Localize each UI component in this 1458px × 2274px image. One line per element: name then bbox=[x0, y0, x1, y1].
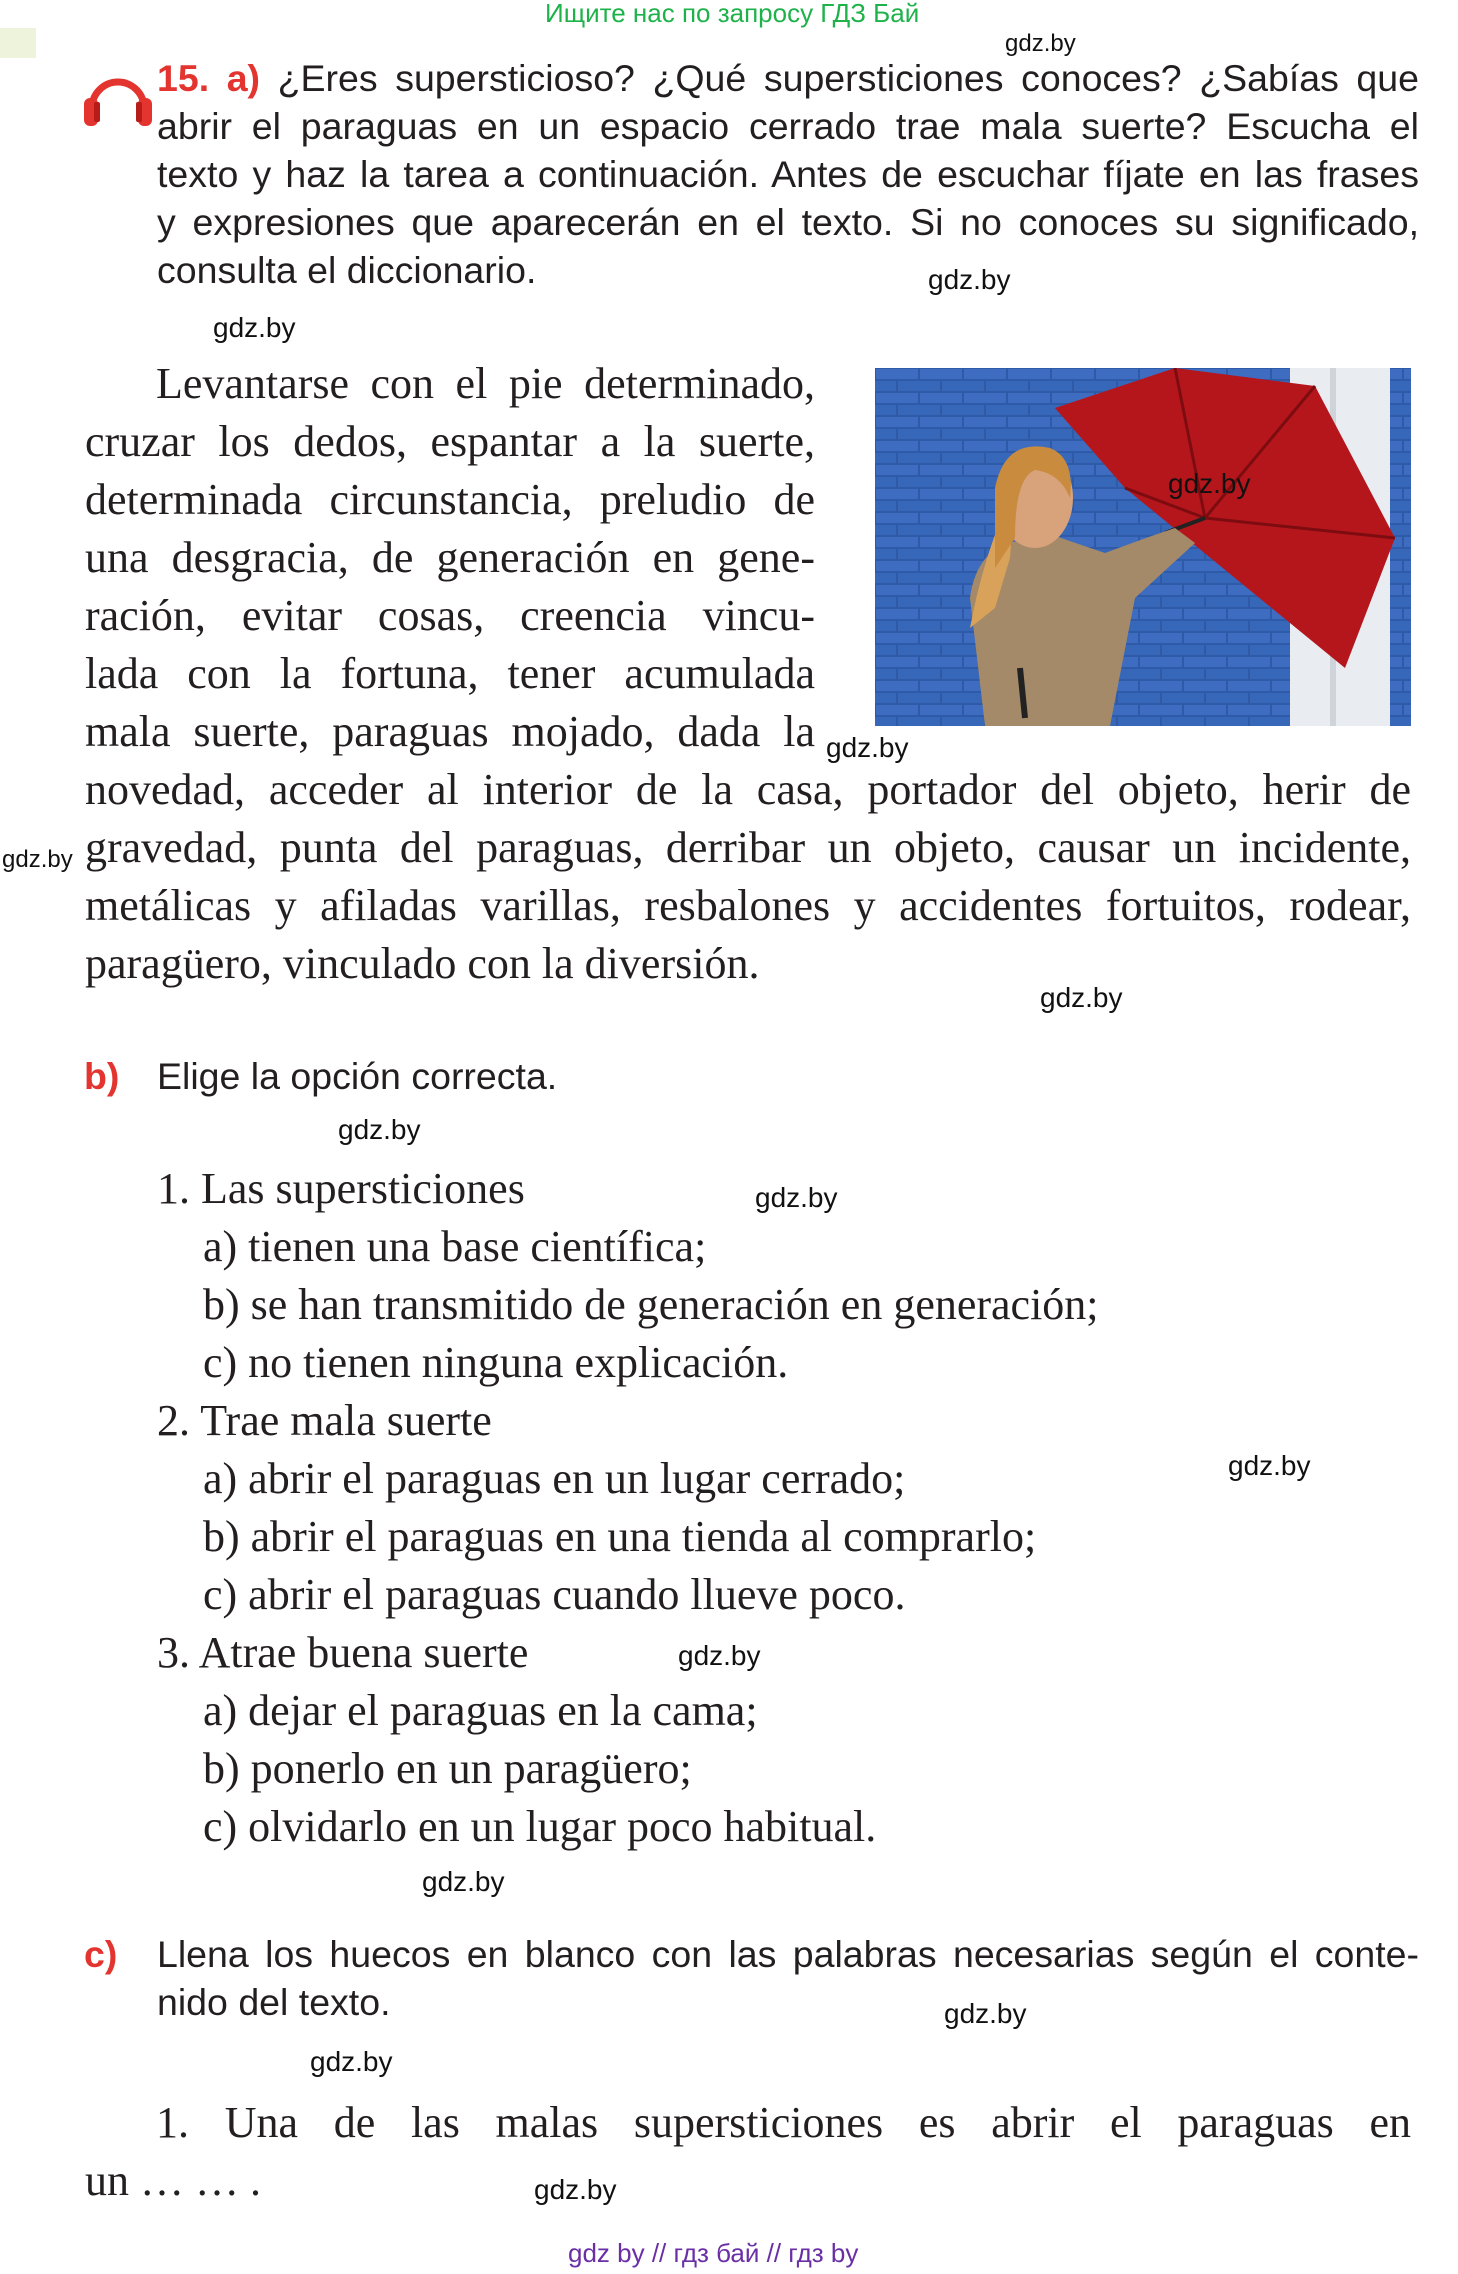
task-line: abrir el paraguas en un espacio cerrado trae mala suerte? Escucha el bbox=[157, 105, 1419, 147]
vocab-line: gravedad, punta del paraguas, derribar un objeto, causar un incidente, bbox=[85, 823, 1411, 872]
watermark: gdz.by bbox=[1040, 982, 1123, 1013]
vocab-line: paragüero, vinculado con la diversión. bbox=[85, 939, 760, 988]
vocab-line: una desgracia, de generación en gene- bbox=[85, 533, 815, 582]
watermark: gdz.by bbox=[2, 846, 73, 873]
vocab-line: Levantarse con el pie determinado, bbox=[156, 359, 815, 408]
watermark: gdz.by bbox=[422, 1866, 505, 1897]
task-line: 15. а) ¿Eres supersticioso? ¿Qué supersticiones conoces? ¿Sabías que bbox=[157, 57, 1419, 99]
question-list bbox=[157, 1160, 1099, 1856]
vocab-line: ración, evitar cosas, creencia vincu- bbox=[85, 591, 815, 640]
watermark: gdz.by bbox=[534, 2174, 617, 2205]
watermark: gdz.by bbox=[213, 312, 296, 343]
fill-item bbox=[85, 2094, 1411, 2210]
watermark: gdz.by bbox=[928, 264, 1011, 295]
part-c-instruction bbox=[157, 1930, 1419, 2026]
question-option[interactable]: c) olvidarlo en un lugar poco habitual. bbox=[203, 1802, 877, 1851]
question-option[interactable]: c) abrir el paraguas cuando llueve poco. bbox=[203, 1570, 906, 1619]
part-c-line: Llena los huecos en blanco con las palabras necesarias según el conte- bbox=[157, 1933, 1419, 1975]
question-option[interactable]: b) se han transmitido de generación en generación; bbox=[203, 1280, 1099, 1329]
question-option[interactable]: c) no tienen ninguna explicación. bbox=[203, 1338, 789, 1387]
vocab-line: determinada circunstancia, preludio de bbox=[85, 475, 815, 524]
watermark: gdz.by bbox=[755, 1182, 838, 1213]
question-option[interactable]: b) abrir el paraguas en una tienda al comprarlo; bbox=[203, 1512, 1037, 1561]
top-strip bbox=[0, 28, 36, 58]
watermark: gdz.by bbox=[338, 1114, 421, 1145]
fill-item-line: 1. Una de las malas supersticiones es abrir el paraguas en bbox=[156, 2098, 1411, 2147]
question-stem: 2. Trae mala suerte bbox=[157, 1396, 492, 1445]
footer-links[interactable]: gdz by // гдз бай // гдз by bbox=[568, 2238, 859, 2268]
question-option[interactable]: a) dejar el paraguas en la cama; bbox=[203, 1686, 758, 1735]
question-option[interactable]: b) ponerlo en un paragüero; bbox=[203, 1744, 692, 1793]
question-stem: 1. Las supersticiones bbox=[157, 1164, 525, 1213]
headphones-icon bbox=[82, 64, 154, 130]
part-b-instruction: Elige la opción correcta. bbox=[157, 1055, 558, 1097]
vocab-line: lada con la fortuna, tener acumulada bbox=[85, 649, 815, 698]
watermark: gdz.by bbox=[310, 2046, 393, 2077]
watermark: gdz.by bbox=[1005, 30, 1076, 57]
fill-item-line: un … … . bbox=[85, 2156, 261, 2205]
task-line: y expresiones que aparecerán en el texto. Si no conoces su significado, bbox=[157, 201, 1419, 243]
watermark: gdz.by bbox=[1168, 468, 1251, 499]
watermark: gdz.by bbox=[1228, 1450, 1311, 1481]
vocab-line: metálicas y afiladas varillas, resbalones y accidentes fortuitos, rodear, bbox=[85, 881, 1411, 930]
task-heading bbox=[157, 54, 1419, 294]
question-option[interactable]: a) tienen una base científica; bbox=[203, 1222, 707, 1271]
vocab-paragraph bbox=[85, 355, 1411, 993]
task-line: texto y haz la tarea a continuación. Antes de escuchar fíjate en las frases bbox=[157, 153, 1419, 195]
top-banner[interactable]: Ищите нас по запросу ГДЗ Бай bbox=[545, 0, 920, 28]
task-number: 15. а) bbox=[157, 57, 261, 99]
question-option[interactable]: a) abrir el paraguas en un lugar cerrado; bbox=[203, 1454, 906, 1503]
vocab-line: mala suerte, paraguas mojado, dada la bbox=[85, 707, 815, 756]
question-stem: 3. Atrae buena suerte bbox=[157, 1628, 529, 1677]
part-c-letter: c) bbox=[84, 1933, 118, 1975]
watermark: gdz.by bbox=[826, 732, 909, 763]
watermark: gdz.by bbox=[678, 1640, 761, 1671]
part-b-letter: b) bbox=[84, 1055, 120, 1097]
task-line: consulta el diccionario. bbox=[157, 249, 537, 291]
vocab-line: novedad, acceder al interior de la casa, portador del objeto, herir de bbox=[85, 765, 1411, 814]
vocab-line: cruzar los dedos, espantar a la suerte, bbox=[85, 417, 815, 466]
watermark: gdz.by bbox=[944, 1998, 1027, 2029]
part-c-line: nido del texto. bbox=[157, 1981, 391, 2023]
